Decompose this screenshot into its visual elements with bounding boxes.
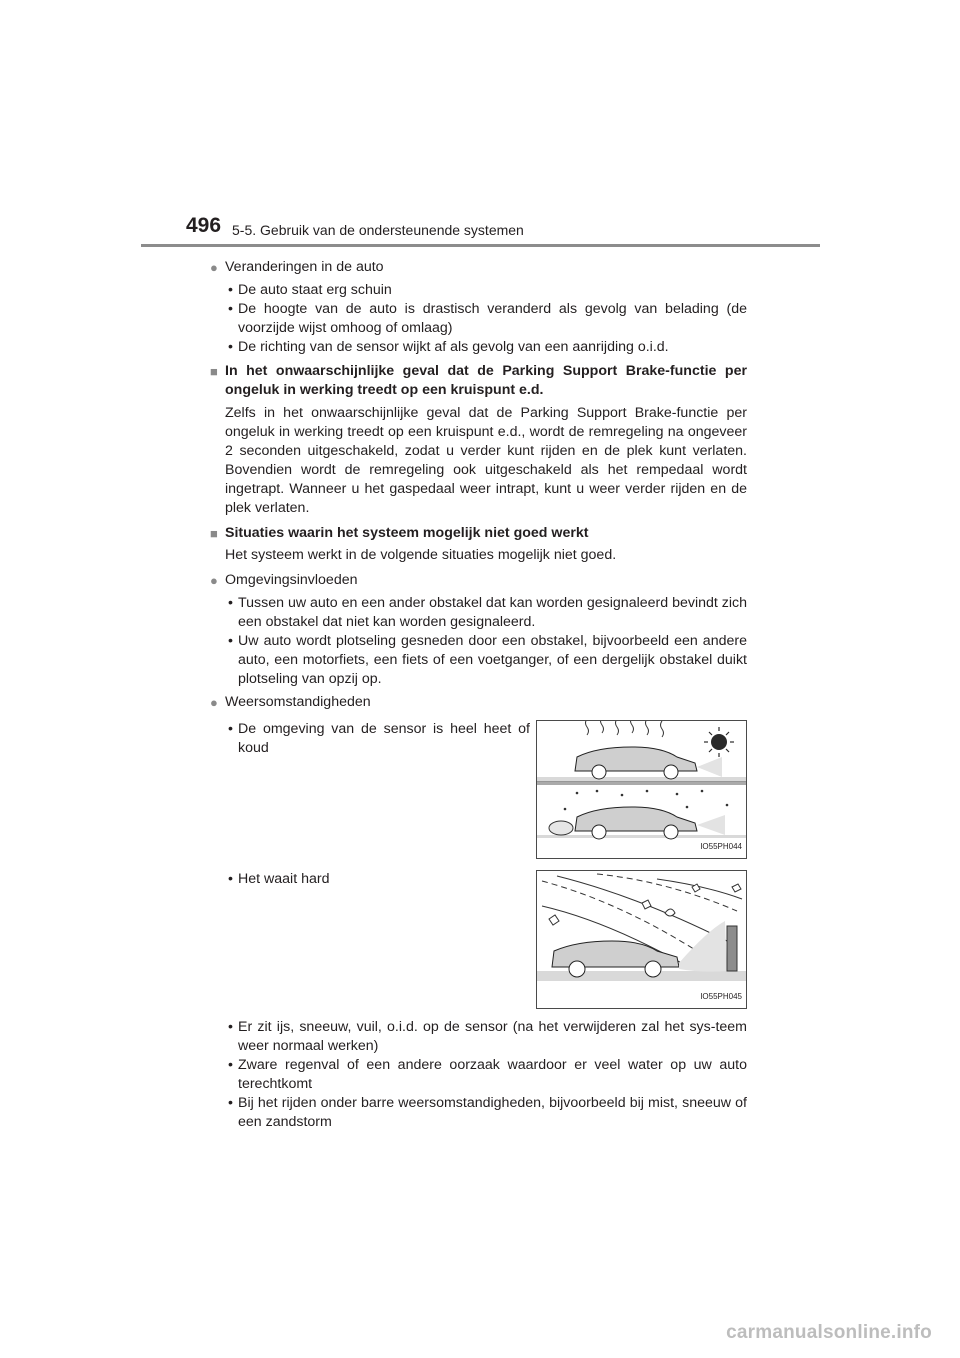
paragraph-onwaarschijnlijk: Zelfs in het onwaarschijnlijke geval dat de Parking Support Brake-functie per ongeluk in werking treedt op een kruispunt e.d., wordt de remregeling na ongeveer 2 seconden uitgeschakeld, zodat u verder kunt rijden en de plek kunt verlaten. Bovendien wordt de remregeling ook uitgeschakeld als het rempedaal wordt ingetrapt. Wanneer u het gaspedaal weer intrapt, kunt u weer verder rijden en de plek verlaten. <box>225 405 747 516</box>
subheading-omgeving: ● Omgevingsinvloeden <box>210 572 358 588</box>
weather-row-wind <box>210 870 747 1009</box>
list-item: • De richting van de sensor wijkt af als gevolg van een aanrijding o.i.d. <box>228 339 669 355</box>
figure-hot-cold <box>536 720 747 859</box>
list-item: • De omgeving van de sensor is heel heet of koud <box>228 721 530 756</box>
list-item: • Het waait hard <box>228 871 330 887</box>
watermark: carmanualsonline.info <box>726 1322 932 1343</box>
subheading-veranderingen: ● Veranderingen in de auto <box>210 259 384 275</box>
paragraph-situaties-intro: Het systeem werkt in de volgende situaties mogelijk niet goed. <box>225 547 617 563</box>
page-number: 496 <box>186 214 222 237</box>
weather-row-temperature <box>210 720 747 859</box>
list-item: • Bij het rijden onder barre weersomstandigheden, bijvoorbeeld bij mist, sneeuw of een zandstorm <box>228 1095 747 1130</box>
figure-wind <box>536 870 747 1009</box>
circle-bullet-icon: ● <box>210 260 218 275</box>
list-item: • Uw auto wordt plotseling gesneden door een obstakel, bijvoorbeeld een andere auto, een motorfiets, een fiets of een voetganger, of een dergelijk obstakel duikt plotseling van opzij op. <box>228 633 747 687</box>
weer-list-after <box>210 1018 747 1132</box>
circle-bullet-icon: ● <box>210 573 218 588</box>
list-item: • Zware regenval of een andere oorzaak waardoor er veel water op uw auto terechtkomt <box>228 1057 747 1092</box>
list-item: • De auto staat erg schuin <box>228 282 392 298</box>
figure-code: IO55PH045 <box>700 992 742 1001</box>
square-bullet-icon: ■ <box>210 364 218 379</box>
subheading-weer: ● Weersomstandigheden <box>210 694 371 710</box>
omgeving-list <box>210 594 747 689</box>
header-divider <box>141 244 820 247</box>
heading-onwaarschijnlijk: ■ In het onwaarschijnlijke geval dat de Parking Support Brake-functie per ongeluk in werking treedt op een kruispunt e.d. <box>210 363 747 398</box>
list-item: • De hoogte van de auto is drastisch veranderd als gevolg van belading (de voorzijde wijst omhoog of omlaag) <box>228 301 747 336</box>
heading-situaties: ■ Situaties waarin het systeem mogelijk niet goed werkt <box>210 525 589 541</box>
section-title: 5-5. Gebruik van de ondersteunende systemen <box>232 222 524 238</box>
figure-code: IO55PH044 <box>700 842 742 851</box>
veranderingen-list <box>210 281 747 357</box>
page-content <box>210 255 747 1132</box>
circle-bullet-icon: ● <box>210 695 218 710</box>
list-item: • Er zit ijs, sneeuw, vuil, o.i.d. op de sensor (na het verwijderen zal het sys-teem weer normaal werken) <box>228 1019 747 1054</box>
list-item: • Tussen uw auto en een ander obstakel dat kan worden gesignaleerd bevindt zich een obstakel dat niet kan worden gesignaleerd. <box>228 595 747 630</box>
square-bullet-icon: ■ <box>210 526 218 541</box>
